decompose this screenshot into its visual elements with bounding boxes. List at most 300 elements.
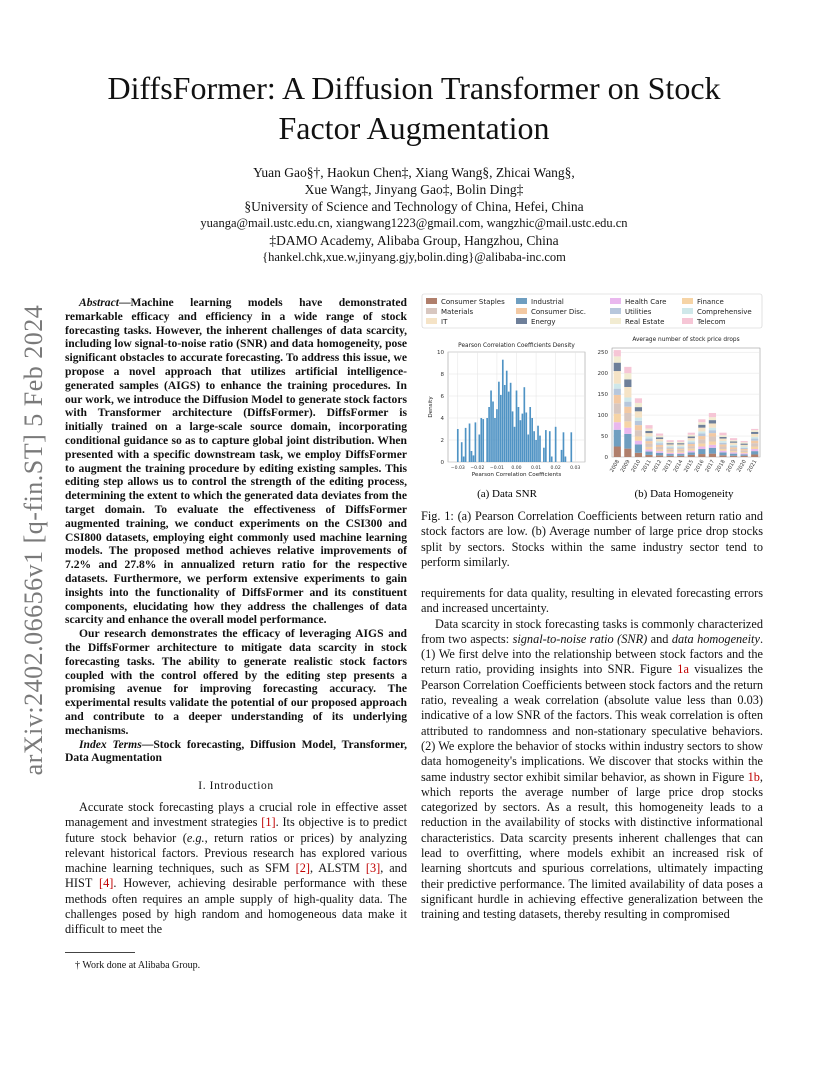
stacked-bar-segment [698, 436, 705, 439]
histogram-bar [527, 435, 529, 463]
stacked-bar-segment [719, 435, 726, 437]
y-axis-label-a: Density [428, 396, 434, 418]
stacked-bar-segment [709, 430, 716, 433]
paper-title [60, 68, 768, 148]
histogram-bar [533, 431, 535, 462]
stacked-bar-segment [730, 443, 737, 445]
stacked-bar-segment [635, 398, 642, 403]
stacked-bar-segment [741, 444, 748, 445]
stacked-bar-segment [741, 452, 748, 453]
legend-swatch [516, 308, 527, 314]
stacked-bar-segment [677, 456, 684, 457]
y-tick-label-a: 4 [440, 416, 444, 422]
stacked-bar-segment [614, 371, 621, 384]
stacked-bar-segment [635, 421, 642, 425]
stacked-bar-segment [624, 428, 631, 434]
x-tick-label-b: 2015 [683, 459, 696, 474]
x-tick-label-a: 0.01 [530, 466, 542, 471]
stacked-bar-segment [677, 447, 684, 448]
stacked-bar-segment [698, 422, 705, 425]
stacked-bar-segment [751, 429, 758, 430]
y-tick-label-a: 8 [440, 372, 444, 378]
legend-swatch [426, 308, 437, 314]
stacked-bar-segment [656, 445, 663, 447]
histogram-bar [475, 422, 477, 462]
stacked-bar-segment [688, 449, 695, 451]
stacked-bar-segment [751, 439, 758, 441]
stacked-bar-segment [677, 453, 684, 454]
stacked-bar-segment [751, 430, 758, 432]
stacked-bar-segment [751, 451, 758, 454]
body-text: . (1) We first delve into the relationship between stock factors and the return ratio, providing insights into SNR. Figure [421, 631, 764, 677]
chart-title-a: Pearson Correlation Coefficients Density [458, 343, 575, 349]
stacked-bar-segment [741, 448, 748, 449]
stacked-bar-segment [719, 433, 726, 436]
histogram-bar [490, 391, 492, 463]
histogram-bar [494, 418, 496, 462]
legend-label: Utilities [625, 308, 652, 316]
histogram-bar [543, 448, 545, 462]
stacked-bar-segment [656, 449, 663, 451]
histogram-bar [510, 383, 512, 462]
stacked-bar-segment [688, 436, 695, 438]
stacked-bar-segment [667, 443, 674, 444]
histogram-bar [516, 391, 518, 463]
histogram-bar [496, 409, 498, 462]
legend-swatch [610, 308, 621, 314]
figure-caption [421, 509, 763, 570]
stacked-bar-segment [688, 452, 695, 455]
citation-link[interactable]: [1] [261, 815, 276, 830]
legend-label: Industrial [531, 298, 564, 306]
stacked-bar-segment [667, 447, 674, 448]
stacked-bar-segment [730, 446, 737, 447]
histogram-bar [518, 407, 520, 462]
stacked-bar-segment [645, 447, 652, 450]
x-tick-label-b: 2010 [630, 459, 643, 474]
subcaption-a: (a) Data SNR [477, 488, 537, 500]
stacked-bar-segment [635, 411, 642, 417]
legend-label: Energy [531, 318, 556, 326]
intro-text: , return ratios or prices) by analyzing relevant historical factors. Previous research has explored various machine learning techniques, such as SFM [65, 830, 407, 876]
affiliation-damo: ‡DAMO Academy, Alibaba Group, Hangzhou, China [269, 233, 559, 248]
stacked-bar-segment [614, 414, 621, 422]
stacked-bar-segment [635, 430, 642, 436]
abstract [65, 296, 407, 765]
arxiv-sidebar [14, 304, 54, 776]
stacked-bar-segment [709, 428, 716, 431]
stacked-bar-segment [614, 447, 621, 457]
stacked-bar-segment [698, 439, 705, 443]
arxiv-identifier: arXiv:2402.06656v1 [q-fin.ST] 5 Feb 2024 [19, 304, 48, 776]
histogram-bar [570, 432, 572, 462]
index-terms-text: —Stock forecasting, Diffusion Model, Transformer, Data Augmentation [65, 737, 407, 765]
stacked-bar-segment [698, 444, 705, 447]
continuation-paragraph: requirements for data quality, resulting in elevated forecasting errors and increased uncertainty. [421, 586, 763, 616]
histogram-bar [512, 411, 514, 462]
stacked-bar-segment [624, 379, 631, 387]
histogram-bar [539, 436, 541, 462]
stacked-bar-segment [624, 407, 631, 413]
stacked-bar-segment [614, 403, 621, 413]
footnote-divider [65, 952, 135, 953]
stacked-bar-segment [741, 454, 748, 455]
figure-ref-link[interactable]: 1a [677, 662, 689, 677]
chart-title-b: Average number of stock price drops [632, 337, 740, 343]
index-terms-label: Index Terms [79, 737, 142, 751]
citation-link[interactable]: [4] [99, 876, 114, 891]
stacked-bar-segment [751, 432, 758, 434]
stacked-bar-segment [719, 443, 726, 445]
stacked-bar-segment [667, 440, 674, 442]
emails-alibaba: {hankel.chk,xue.w,jinyang.gjy,bolin.ding}@alibaba-inc.com [262, 250, 566, 264]
x-tick-label-b: 2008 [609, 459, 622, 474]
stacked-bar-segment [730, 440, 737, 441]
stacked-bar-segment [614, 363, 621, 371]
right-column-body [421, 586, 763, 923]
stacked-bar-segment [624, 413, 631, 421]
stacked-bar-segment [614, 350, 621, 356]
stacked-bar-segment [719, 439, 726, 442]
histogram-bar [478, 435, 480, 463]
histogram-bar [469, 424, 471, 463]
histogram-bar [514, 427, 516, 462]
stacked-bar-segment [677, 454, 684, 456]
histogram-bar [561, 450, 563, 462]
stacked-bar-segment [614, 395, 621, 403]
stacked-bar-segment [624, 434, 631, 449]
stacked-bar-segment [688, 438, 695, 441]
body-text: data homogeneity [671, 631, 760, 646]
affiliation-ustc: §University of Science and Technology of China, Hefei, China [244, 199, 584, 214]
legend-swatch [516, 298, 527, 304]
stacked-bar-segment [656, 441, 663, 443]
x-tick-label-b: 2018 [714, 459, 727, 474]
stacked-bar-segment [730, 438, 737, 440]
stacked-bar-segment [667, 456, 674, 457]
histogram-bar [461, 442, 463, 462]
histogram-bar [488, 407, 490, 462]
stacked-bar-segment [751, 447, 758, 450]
author-block [60, 164, 768, 266]
stacked-bar-segment [677, 442, 684, 443]
stacked-bar-segment [635, 418, 642, 421]
stacked-bar-segment [656, 443, 663, 445]
histogram-bar [482, 419, 484, 462]
title-line-2: Factor Augmentation [278, 110, 550, 146]
stacked-bar-segment [667, 452, 674, 453]
stacked-bar-segment [688, 444, 695, 446]
stacked-bar-segment [645, 425, 652, 428]
stacked-bar-segment [709, 436, 716, 441]
stacked-bar-segment [709, 448, 716, 454]
histogram-bar [563, 432, 565, 462]
x-tick-label-b: 2011 [640, 459, 653, 474]
stacked-bar-segment [677, 443, 684, 444]
abstract-text-1: —Machine learning models have demonstrated remarkable efficacy and efficiency in a wide range of stock forecasting tasks. However, the inherent challenges of data scarcity, including low signal-to-noise ratio (SNR) and data homogeneity, pose significant obstacles to accurate forecasting. To address this issue, we propose a novel approach that utilizes artificial intelligence-generated samples (AIGS) to enhance the training procedures. In our work, we introduce the Diffusion Model to generate stock factors with Transformer architecture (DiffsFormer). DiffsFormer is initially trained on a large-scale source domain, incorporating conditional guidance so as to capture global joint distribution. When presented with a specific downstream task, we employ DiffsFormer to augment the training procedure by editing existing samples. This editing step allows us to control the strength of the editing process, determining the extent to which the generated data deviates from the target domain. To evaluate the effectiveness of DiffsFormer augmented training, we conduct experiments on the CSI300 and CSI800 datasets, employing eight commonly used machine learning models. The proposed method achieves relative improvements of 7.2% and 27.8% in annualized return ratio for the respective datasets. Furthermore, we perform extensive experiments to gain insights into the functionality of DiffsFormer and its constituent components, elucidating how they address the challenges of data scarcity and enhance the overall model performance. [65, 296, 407, 627]
x-axis-label-a: Pearson Correlation Coefficients [471, 472, 562, 478]
histogram-bar [531, 418, 533, 462]
stacked-bar-segment [741, 445, 748, 447]
body-text: Data scarcity in stock forecasting tasks is commonly characterized from two aspects: [421, 616, 763, 646]
emails-ustc: yuanga@mail.ustc.edu.cn, xiangwang1223@gmail.com, wangzhic@mail.ustc.edu.cn [200, 216, 628, 230]
stacked-bar-segment [688, 441, 695, 443]
x-tick-label-b: 2012 [651, 459, 664, 474]
stacked-bar-segment [709, 420, 716, 423]
stacked-bar-segment [635, 425, 642, 430]
stacked-bar-segment [656, 451, 663, 453]
histogram-bar [551, 457, 553, 463]
x-tick-label-a: −0.01 [489, 466, 504, 471]
stacked-bar-segment [688, 435, 695, 437]
histogram-bar [465, 428, 467, 462]
stacked-bar-segment [645, 436, 652, 438]
stacked-bar-segment [677, 440, 684, 442]
stacked-bar-segment [698, 454, 705, 457]
stacked-bar-segment [730, 441, 737, 442]
stacked-bar-segment [667, 442, 674, 443]
intro-text: . However, achieving desirable performance with these methods often requires an ample supply of high-quality data. The challenges posed by high random and homogeneous data make it difficult to meet the [65, 876, 407, 937]
histogram-bar [473, 455, 475, 462]
stacked-bar-segment [635, 441, 642, 445]
stacked-bar-segment [709, 417, 716, 420]
authors-line-2: Xue Wang‡, Jinyang Gao‡, Bolin Ding‡ [304, 182, 524, 197]
stacked-bar-segment [656, 437, 663, 439]
histogram-bar [498, 382, 500, 462]
data-scarcity-paragraph [421, 617, 763, 923]
stacked-bar-segment [719, 455, 726, 457]
abstract-paragraph-1 [65, 296, 407, 627]
stacked-bar-segment [656, 434, 663, 436]
stacked-bar-segment [645, 449, 652, 451]
footnote: † Work done at Alibaba Group. [75, 960, 201, 971]
stacked-bar-segment [698, 434, 705, 437]
x-tick-label-b: 2019 [725, 459, 738, 474]
histogram-bar [549, 431, 551, 462]
stacked-bar-segment [741, 456, 748, 457]
legend-swatch [426, 318, 437, 324]
citation-link[interactable]: [2] [295, 861, 310, 876]
body-text: , which reports the average number of large price drop stocks categorized by sectors. As a result, this homogeneity leads to a reduction in the availability of stocks with distinctive informational characteristics. Data scarcity presents inherent challenges that can lead to overfitting, where models exhibit an increased risk of learning shortcuts and spurious correlations, ultimately impacting their predictive performance. The limited availability of data poses a significant hurdle in achieving effective generalization between the training and testing datasets, thereby resulting in compromised [421, 769, 763, 922]
x-tick-label-b: 2014 [672, 459, 685, 474]
legend-label: Consumer Staples [441, 298, 505, 306]
stacked-bar-segment [656, 455, 663, 457]
stacked-bar-segment [614, 384, 621, 389]
histogram-bar [522, 414, 524, 462]
stacked-bar-segment [719, 437, 726, 439]
abstract-label: Abstract [79, 296, 119, 309]
stacked-bar-segment [667, 449, 674, 450]
x-tick-label-a: 0.02 [550, 466, 561, 471]
stacked-bar-segment [635, 444, 642, 452]
histogram-bar [504, 385, 506, 462]
caption-label: Fig. 1: [421, 509, 454, 523]
stacked-bar-segment [645, 433, 652, 436]
stacked-bar-segment [677, 450, 684, 452]
stacked-bar-segment [741, 442, 748, 443]
body-text: and [647, 631, 672, 646]
stacked-bar-segment [645, 441, 652, 444]
stacked-bar-segment [677, 452, 684, 453]
y-tick-label-b: 250 [597, 350, 608, 357]
y-tick-label-b: 200 [597, 371, 608, 378]
figure-legend [422, 294, 762, 328]
legend-swatch [426, 298, 437, 304]
stacked-bar-segment [741, 449, 748, 450]
stacked-bar-segment [709, 445, 716, 448]
stacked-bar-segment [688, 442, 695, 444]
stacked-bar-segment [730, 454, 737, 456]
stacked-bar-segment [709, 423, 716, 427]
stacked-bar-segment [688, 451, 695, 453]
stacked-bar-segment [656, 453, 663, 456]
stacked-bar-segment [730, 449, 737, 451]
stacked-bar-segment [719, 441, 726, 443]
legend-label: Comprehensive [697, 308, 752, 316]
histogram-bar [502, 360, 504, 462]
stacked-bar-segment [624, 397, 631, 401]
histogram-bar [565, 457, 567, 463]
stacked-bar-segment [667, 453, 674, 454]
histogram-bar [545, 430, 547, 462]
legend-swatch [682, 308, 693, 314]
body-text: signal-to-noise ratio (SNR) [512, 631, 648, 646]
stacked-bar-segment [751, 437, 758, 439]
stacked-bar-segment [698, 428, 705, 432]
y-tick-label-b: 50 [601, 434, 608, 441]
stacked-bar-segment [698, 431, 705, 433]
intro-text: . Its objective is to predict future stock behavior ( [65, 815, 407, 845]
stacked-bar-segment [645, 452, 652, 455]
x-tick-label-a: 0.03 [570, 466, 581, 471]
histogram-bar [555, 427, 557, 462]
title-line-1: DiffsFormer: A Diffusion Transformer on Stock [107, 70, 721, 106]
stacked-bar-segment [624, 387, 631, 397]
stacked-bar-segment [709, 433, 716, 436]
abstract-paragraph-2: Our research demonstrates the efficacy of leveraging AIGS and the DiffsFormer architecture to mitigate data scarcity in stock forecasting tasks. The ability to generate realistic stock factors coupled with the control offered by the editing step presents a promising avenue for improving forecasting accuracy. The experimental results validate the potential of our proposed approach and contribute to a deeper understanding of its underlying mechanisms. [65, 627, 407, 737]
intro-paragraph-1 [65, 800, 407, 938]
stacked-bar-segment [688, 455, 695, 457]
stacked-bar-segment [741, 447, 748, 448]
citation-link[interactable]: [3] [365, 861, 381, 876]
stacked-bar-segment [614, 422, 621, 430]
authors-line-1: Yuan Gao§†, Haokun Chen‡, Xiang Wang§, Zhicai Wang§, [253, 165, 575, 180]
x-tick-label-a: −0.02 [470, 466, 485, 471]
stacked-bar-segment [645, 444, 652, 447]
histogram-bar [486, 418, 488, 462]
stacked-bar-segment [730, 447, 737, 449]
stacked-bar-segment [751, 434, 758, 437]
stacked-bar-segment [656, 436, 663, 438]
histogram-bar [506, 371, 508, 462]
stacked-bar-segment [656, 447, 663, 450]
stacked-bar-segment [645, 455, 652, 457]
legend-label: IT [441, 318, 448, 326]
figure-ref-link[interactable]: 1b [747, 769, 760, 784]
histogram-bar [529, 407, 531, 462]
y-tick-label-b: 150 [597, 392, 608, 399]
index-terms [65, 738, 407, 766]
x-tick-label-b: 2021 [746, 459, 759, 474]
y-tick-label-a: 10 [437, 350, 444, 356]
legend-label: Real Estate [625, 318, 665, 326]
stacked-bar-segment [751, 454, 758, 457]
intro-text: e.g. [186, 830, 205, 845]
stacked-bar-segment [624, 367, 631, 373]
stacked-bar-segment [677, 449, 684, 450]
stacked-bar-segment [709, 454, 716, 457]
histogram-bar [525, 413, 527, 463]
stacked-bar-segment [719, 449, 726, 451]
stacked-bar-segment [635, 436, 642, 440]
stacked-bar-segment [624, 449, 631, 457]
y-tick-label-b: 100 [597, 413, 608, 420]
introduction-body [65, 800, 407, 938]
histogram-bar [480, 418, 482, 462]
body-text: visualizes the Pearson Correlation Coefficients between stock factors and the return ratio, revealing a weak correlation (absolute value less than 0.03) indicative of a low SNR of the factors. This weak correlation is often attributed to randomness and non-stationary speculative behaviors. (2) We explore the behavior of stocks within industry sectors to show data homogeneity's implications. We discover that stocks within the same industry sector exhibit similar behavior, as shown in Figure [421, 662, 763, 784]
stacked-bar-segment [645, 431, 652, 433]
stacked-bar-segment [614, 356, 621, 362]
legend-label: Finance [697, 298, 724, 306]
figure-1 [420, 290, 765, 505]
stacked-bar-segment [624, 402, 631, 407]
legend-swatch [610, 318, 621, 324]
stacked-bar-segment [645, 428, 652, 431]
histogram-bar [463, 457, 465, 463]
x-tick-label-b: 2009 [619, 459, 632, 474]
histogram-bar [500, 395, 502, 462]
chart-pearson-density [428, 343, 585, 478]
stacked-bar-segment [667, 444, 674, 446]
histogram-bar [535, 440, 537, 462]
stacked-bar-segment [741, 453, 748, 454]
intro-text: , ALSTM [309, 861, 366, 876]
stacked-bar-segment [677, 444, 684, 446]
legend-label: Materials [441, 308, 474, 316]
histogram-bar [508, 392, 510, 462]
subcaption-b: (b) Data Homogeneity [634, 488, 734, 500]
histogram-bar [523, 387, 525, 462]
x-tick-label-b: 2016 [693, 459, 706, 474]
stacked-bar-segment [709, 413, 716, 417]
y-tick-label-b: 0 [604, 455, 608, 461]
histogram-bar [471, 451, 473, 462]
stacked-bar-segment [656, 439, 663, 442]
stacked-bar-segment [751, 449, 758, 451]
histogram-bar [520, 420, 522, 462]
legend-swatch [610, 298, 621, 304]
x-tick-label-a: 0.00 [511, 466, 522, 471]
stacked-bar-segment [688, 446, 695, 449]
caption-text: (a) Pearson Correlation Coefficients between return ratio and stock factors are low. (b) Average number of large price drop stocks split by sectors. Stocks within the same industry sector tend to perform similarly. [421, 509, 763, 569]
stacked-bar-segment [635, 403, 642, 407]
stacked-bar-segment [677, 446, 684, 447]
stacked-bar-segment [730, 452, 737, 453]
y-tick-label-a: 0 [440, 460, 444, 466]
stacked-bar-segment [730, 445, 737, 446]
histogram-bar [492, 402, 494, 463]
stacked-bar-segment [667, 446, 674, 447]
legend-label: Consumer Disc. [531, 308, 586, 316]
histogram-bar [537, 426, 539, 462]
legend-swatch [682, 298, 693, 304]
stacked-bar-segment [614, 430, 621, 447]
stacked-bar-segment [698, 425, 705, 428]
stacked-bar-segment [709, 441, 716, 444]
section-heading-introduction: I. Introduction [198, 780, 274, 792]
y-tick-label-a: 2 [440, 438, 444, 444]
chart-stock-price-drops [598, 337, 761, 473]
